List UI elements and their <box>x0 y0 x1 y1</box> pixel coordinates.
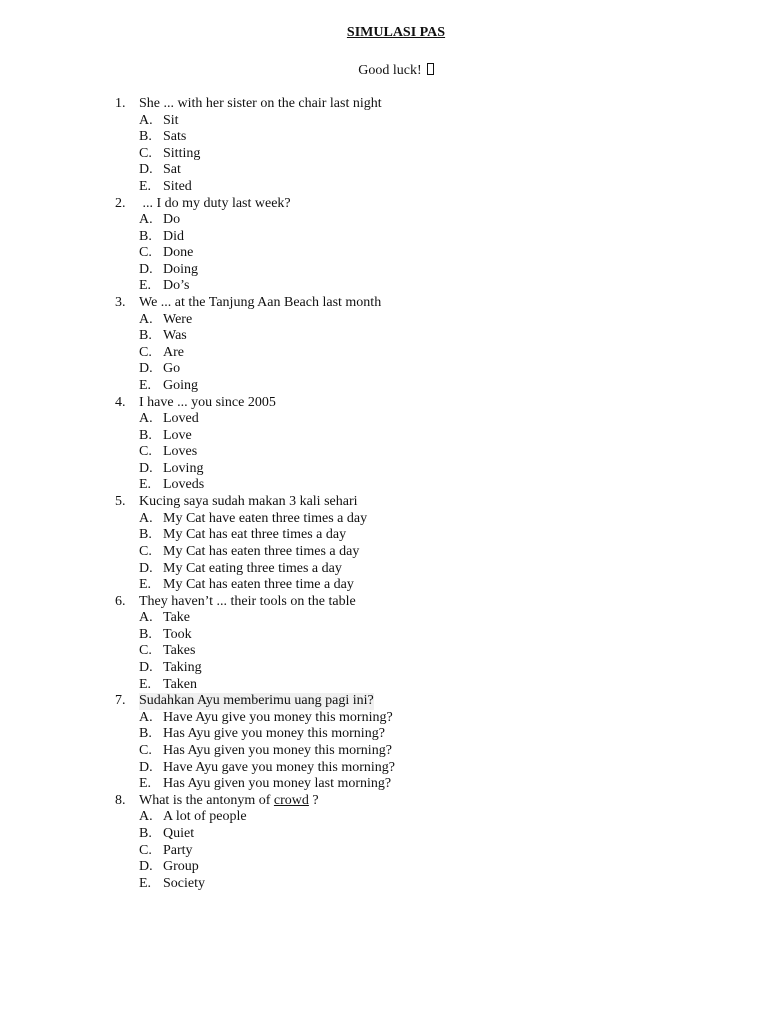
option-text: Were <box>163 312 193 327</box>
option-label: B. <box>139 627 152 642</box>
question-number: 1. <box>115 96 126 111</box>
question-text: We ... at the Tanjung Aan Beach last month <box>139 295 382 310</box>
question-number: 3. <box>115 295 126 310</box>
document-subtitle <box>0 63 768 79</box>
question-text <box>139 793 319 810</box>
option-text: Go <box>163 361 181 376</box>
option-label: C. <box>139 345 152 360</box>
option-label: B. <box>139 129 152 144</box>
question-number: 6. <box>115 594 126 609</box>
option-text: Doing <box>163 262 198 277</box>
question-text: They haven’t ... their tools on the table <box>139 594 356 609</box>
option-label: A. <box>139 610 153 625</box>
question-number: 8. <box>115 793 126 808</box>
option-text: Are <box>163 345 184 360</box>
question-text: I have ... you since 2005 <box>139 395 276 410</box>
option-text: Group <box>163 859 199 874</box>
option-text: Party <box>163 843 193 858</box>
option-label: E. <box>139 378 152 393</box>
option-text: My Cat has eat three times a day <box>163 527 347 542</box>
question-text-before: What is the antonym of <box>139 793 274 808</box>
option-label: C. <box>139 843 152 858</box>
option-text: Taken <box>163 677 198 692</box>
option-label: E. <box>139 179 152 194</box>
question-text: ... I do my duty last week? <box>139 196 291 211</box>
option-label: E. <box>139 477 152 492</box>
option-label: C. <box>139 544 152 559</box>
question-text: Kucing saya sudah makan 3 kali sehari <box>139 494 358 509</box>
option-text: Took <box>163 627 192 642</box>
document-title: SIMULASI PAS <box>346 25 446 40</box>
option-text: My Cat has eaten three time a day <box>163 577 354 592</box>
option-label: C. <box>139 743 152 758</box>
question-number: 4. <box>115 395 126 410</box>
option-label: C. <box>139 146 152 161</box>
missing-glyph-icon <box>427 63 434 75</box>
option-text: Has Ayu given you money last morning? <box>163 776 392 791</box>
option-text: Loves <box>163 444 198 459</box>
option-label: D. <box>139 561 153 576</box>
option-label: E. <box>139 876 152 891</box>
option-text: Sited <box>163 179 192 194</box>
option-text: Did <box>163 229 184 244</box>
option-label: E. <box>139 577 152 592</box>
option-text: Takes <box>163 643 196 658</box>
option-label: A. <box>139 511 153 526</box>
option-text: Sitting <box>163 146 201 161</box>
option-label: C. <box>139 444 152 459</box>
option-label: A. <box>139 212 153 227</box>
option-text: My Cat have eaten three times a day <box>163 511 368 526</box>
option-text: Taking <box>163 660 202 675</box>
option-label: C. <box>139 245 152 260</box>
option-label: A. <box>139 809 153 824</box>
option-label: D. <box>139 162 153 177</box>
option-text: My Cat eating three times a day <box>163 561 342 576</box>
question-number: 5. <box>115 494 126 509</box>
option-text: Do <box>163 212 181 227</box>
option-label: E. <box>139 677 152 692</box>
option-label: B. <box>139 328 152 343</box>
option-label: E. <box>139 776 152 791</box>
option-text: Love <box>163 428 192 443</box>
option-label: A. <box>139 312 153 327</box>
option-label: E. <box>139 278 152 293</box>
option-text: Sat <box>163 162 181 177</box>
option-text: Do’s <box>163 278 190 293</box>
option-text: Quiet <box>163 826 195 841</box>
option-label: B. <box>139 229 152 244</box>
option-text: Loved <box>163 411 199 426</box>
option-text: Was <box>163 328 187 343</box>
option-label: D. <box>139 760 153 775</box>
option-text: A lot of people <box>163 809 247 824</box>
option-label: B. <box>139 826 152 841</box>
option-text: Going <box>163 378 198 393</box>
option-text: Sats <box>163 129 187 144</box>
option-text: Done <box>163 245 194 260</box>
option-text: Loveds <box>163 477 205 492</box>
question-text: She ... with her sister on the chair last night <box>139 96 382 111</box>
option-label: D. <box>139 461 153 476</box>
option-label: B. <box>139 527 152 542</box>
option-label: D. <box>139 262 153 277</box>
option-text: My Cat has eaten three times a day <box>163 544 360 559</box>
option-text: Loving <box>163 461 204 476</box>
option-text: Have Ayu gave you money this morning? <box>163 760 396 775</box>
option-label: B. <box>139 428 152 443</box>
underlined-word: crowd <box>273 793 309 808</box>
option-text: Sit <box>163 113 179 128</box>
option-label: D. <box>139 660 153 675</box>
subtitle-text: Good luck! <box>358 63 422 78</box>
option-label: D. <box>139 361 153 376</box>
option-label: B. <box>139 726 152 741</box>
option-label: C. <box>139 643 152 658</box>
question-text: Sudahkan Ayu memberimu uang pagi ini? <box>139 693 374 708</box>
question-text-after: ? <box>308 793 319 808</box>
option-label: A. <box>139 113 153 128</box>
option-text: Has Ayu given you money this morning? <box>163 743 392 758</box>
option-label: A. <box>139 411 153 426</box>
option-label: A. <box>139 710 153 725</box>
option-text: Has Ayu give you money this morning? <box>163 726 385 741</box>
option-text: Have Ayu give you money this morning? <box>163 710 393 725</box>
option-label: D. <box>139 859 153 874</box>
option-text: Society <box>163 876 205 891</box>
question-number: 7. <box>115 693 126 708</box>
option-text: Take <box>163 610 191 625</box>
question-number: 2. <box>115 196 126 211</box>
